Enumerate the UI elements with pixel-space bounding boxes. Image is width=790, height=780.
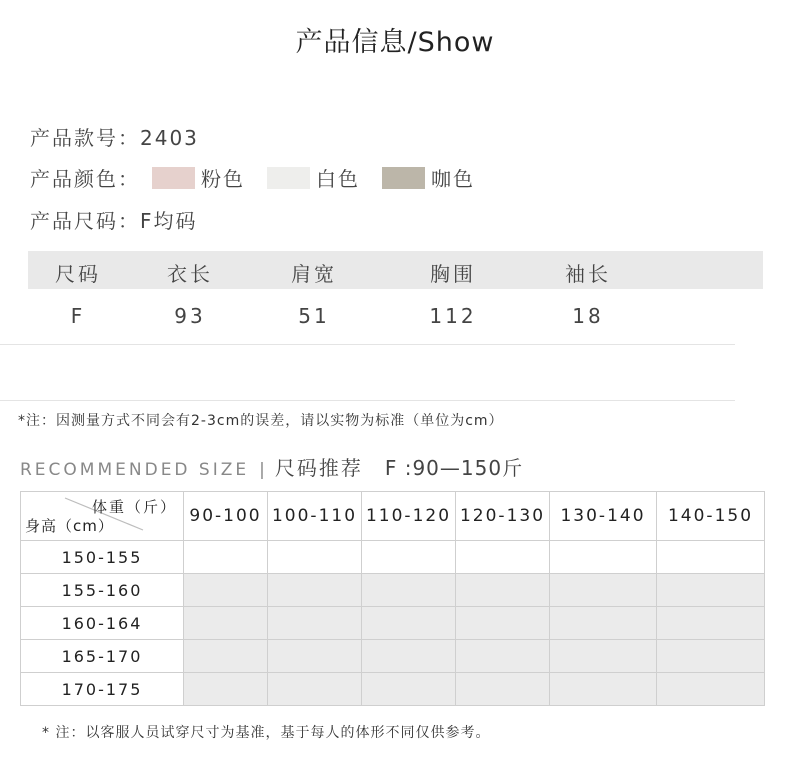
fit-reference-note: * 注：以客服人员试穿尺寸为基准，基于每人的体形不同仅供参考。 xyxy=(42,725,491,741)
table-cell xyxy=(657,574,765,607)
table-cell xyxy=(184,673,268,706)
spec-header-sleeve: 袖长 xyxy=(565,262,611,286)
page-title: 产品信息/Show xyxy=(295,27,495,58)
table-cell xyxy=(268,640,362,673)
table-cell xyxy=(550,640,657,673)
table-cell xyxy=(268,607,362,640)
table-cell xyxy=(268,541,362,574)
height-header: 150-155 xyxy=(21,541,184,574)
product-code-row xyxy=(30,122,199,151)
product-size-label: 产品尺码： xyxy=(30,209,140,233)
table-cell xyxy=(657,607,765,640)
table-cell xyxy=(550,541,657,574)
product-color-label: 产品颜色： xyxy=(30,167,140,191)
product-size-row xyxy=(30,205,198,234)
table-corner-cell xyxy=(21,492,184,541)
spec-header-size: 尺码 xyxy=(55,262,101,286)
product-color-row xyxy=(30,163,497,192)
color-name: 粉色 xyxy=(201,167,245,191)
table-cell xyxy=(184,574,268,607)
height-header: 155-160 xyxy=(21,574,184,607)
table-cell xyxy=(456,541,550,574)
table-cell xyxy=(657,541,765,574)
color-swatch xyxy=(267,167,310,189)
table-cell xyxy=(362,607,456,640)
spec-value-length: 93 xyxy=(174,304,206,328)
weight-axis-label: 体重（斤） xyxy=(91,498,177,516)
table-cell xyxy=(184,541,268,574)
table-cell xyxy=(184,607,268,640)
spec-table-values xyxy=(28,296,763,336)
spec-value-chest: 112 xyxy=(429,304,477,328)
recommended-size-heading xyxy=(20,452,523,481)
spec-value-size: F xyxy=(70,304,86,328)
table-cell xyxy=(456,607,550,640)
color-name: 咖色 xyxy=(431,167,475,191)
color-option-white xyxy=(267,163,360,192)
height-header: 170-175 xyxy=(21,673,184,706)
spec-value-sleeve: 18 xyxy=(572,304,604,328)
table-header-row xyxy=(21,492,765,541)
measurement-note: *注：因测量方式不同会有2-3cm的误差，请以实物为标准（单位为cm） xyxy=(18,413,504,429)
table-cell xyxy=(362,541,456,574)
table-cell xyxy=(550,673,657,706)
height-header: 160-164 xyxy=(21,607,184,640)
table-cell xyxy=(268,673,362,706)
table-cell xyxy=(456,574,550,607)
table-cell xyxy=(550,574,657,607)
table-row xyxy=(21,673,765,706)
spec-header-chest: 胸围 xyxy=(430,262,476,286)
weight-header: 100-110 xyxy=(268,492,362,541)
divider xyxy=(0,344,735,345)
table-cell xyxy=(362,574,456,607)
divider xyxy=(0,400,735,401)
table-cell xyxy=(657,640,765,673)
weight-header: 90-100 xyxy=(184,492,268,541)
recommended-size-cn: 尺码推荐 xyxy=(274,456,363,480)
table-cell xyxy=(456,673,550,706)
color-option-brown xyxy=(382,163,475,192)
table-cell xyxy=(550,607,657,640)
table-cell xyxy=(362,673,456,706)
size-recommendation-table xyxy=(20,491,765,706)
heading-separator: | xyxy=(259,460,265,480)
product-code-value: 2403 xyxy=(140,126,199,150)
color-name: 白色 xyxy=(316,167,360,191)
table-cell xyxy=(456,640,550,673)
table-row xyxy=(21,574,765,607)
recommended-size-range: F :90—150斤 xyxy=(384,456,524,480)
weight-header: 110-120 xyxy=(362,492,456,541)
height-header: 165-170 xyxy=(21,640,184,673)
table-row xyxy=(21,541,765,574)
spec-value-shoulder: 51 xyxy=(298,304,330,328)
product-code-label: 产品款号： xyxy=(30,126,140,150)
color-swatch xyxy=(382,167,425,189)
table-cell xyxy=(268,574,362,607)
weight-header: 120-130 xyxy=(456,492,550,541)
spec-header-shoulder: 肩宽 xyxy=(291,262,337,286)
table-cell xyxy=(184,640,268,673)
table-row xyxy=(21,640,765,673)
weight-header: 140-150 xyxy=(657,492,765,541)
table-cell xyxy=(657,673,765,706)
spec-header-length: 衣长 xyxy=(167,262,213,286)
table-row xyxy=(21,607,765,640)
color-swatch xyxy=(152,167,195,189)
color-option-pink xyxy=(152,163,245,192)
product-size-value: F均码 xyxy=(140,209,198,233)
height-axis-label: 身高（cm） xyxy=(25,517,114,535)
weight-header: 130-140 xyxy=(550,492,657,541)
recommended-size-en: RECOMMENDED SIZE xyxy=(20,460,250,480)
spec-table-header xyxy=(28,251,763,289)
table-cell xyxy=(362,640,456,673)
